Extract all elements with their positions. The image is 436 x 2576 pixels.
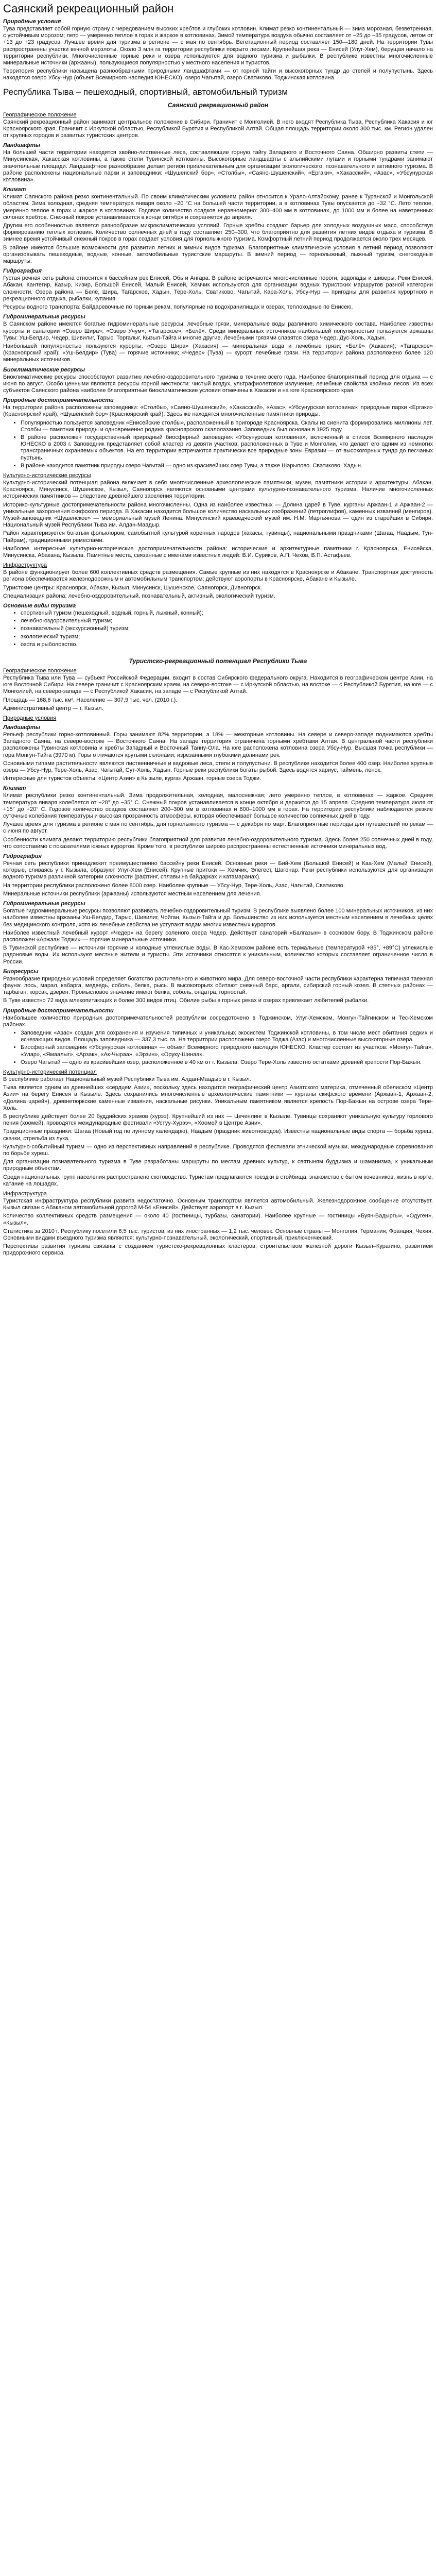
document: [3, 2, 433, 1257]
paragraph: Среди национальных групп населения распространено скотоводство. Туристам предлагаются поездки в стойбища, знакомство с бытом кочевников, жизнь в юрте, катание на лошадях.: [3, 1174, 433, 1187]
paragraph: Культурно-исторический потенциал района включает в себя многочисленные археологические памятники, музеи, памятники истории и архитектуры. Абакан, Красноярск, Минусинск, Шушенское, Кызыл, Саяногорск являются основными центрами культурно-познавательного туризма. Наличие многочисленных исторических памятников — следствие древнейшего заселения территории.: [3, 479, 433, 500]
heading-hydrography: Гидрография: [3, 268, 42, 275]
heading-geographic-position: Географическое положение: [3, 111, 77, 118]
heading-hydromineral-2: Гидроминеральные ресурсы: [3, 901, 85, 907]
paragraph: В республике действует более 20 буддийских храмов (хурээ). Крупнейший из них — Цеченлинг в Кызыле. Тувинцы сохраняют уникальную культуру горлового пения (хоомей), проводятся международные фестивали «Устуу-Хурээ», «Хоомей в Центре Азии».: [3, 1113, 433, 1127]
paragraph: Наиболее интересные культурно-исторические достопримечательности района: исторические и архитектурные памятники г. Красноярска, Енисейска, Минусинска, Абакана, Кызыла. Памятные места, связанные с именами известных людей: В.И. Суриков, А.П. Чехов, В.П. Астафьев.: [3, 545, 433, 558]
paragraph: Площадь — 168,6 тыс. км². Население — 307,9 тыс. чел. (2010 г.).: [3, 697, 178, 703]
paragraph: Перспективы развития туризма связаны с созданием туристско-рекреационных кластеров, строительством железной дороги Кызыл–Курагино, развитием придорожного сервиса.: [3, 1243, 433, 1257]
heading-natural-attractions-2: Природные достопримечательности: [3, 1007, 114, 1014]
paragraph: Район характеризуется богатым фольклором, самобытной культурой коренных народов (хакасы, тувинцы), национальными праздниками (Шагаа, Наадым, Тун-Пайрам), традиционными ремеслами.: [3, 530, 433, 544]
paragraph: Тува представляет собой горную страну с чередованием высоких хребтов и глубоких котловин. Климат резко континентальный — зима морозная, безветренная, с устойчивым морозом; лето — умеренно теплое в горах и жаркое в котловинах. Зимой температура воздуха обычно составляет от −25 до −35 градусов, летом от +13 до +23 градусов. Лучшее время для туризма в регионе — с мая по сентябрь. Вегетационный период составляет 150—180 дней. На территории Тувы распространены участки вечной мерзлоты. Около 3 млн га территории республики покрыто лесами. Крупнейшая река — Енисей (Улуг-Хем), берущая начало на территории республики. Многочисленные горные реки и озера используются для водного туризма и рыбалки. В республике известны многочисленные минеральные источники (аржааны), пользующиеся популярностью у местного населения и туристов.: [3, 26, 433, 66]
heading-hydrography-2: Гидрография: [3, 853, 42, 860]
bullet-list: [3, 1030, 433, 1066]
paragraph: Лучшее время для туризма в регионе с мая по сентябрь, для горнолыжного туризма — с декабря по март. Благоприятные периоды для путешествий по рекам — с июня по август.: [3, 821, 433, 835]
paragraph: Территория республики насыщена разнообразными природными ландшафтами — от горной тайги и высокогорных тундр до степей и полупустынь. Здесь находятся озеро Убсу-Нур (объект Всемирного наследия ЮНЕСКО), озеро Чагытай, озеро Сватиково, Тоджинская котловина.: [3, 68, 433, 81]
paragraph: Традиционные праздники: Шагаа (Новый год по лунному календарю), Наадым (праздник животноводов). Известны национальные виды спорта — борьба хуреш, скачки, стрельба из лука.: [3, 1128, 433, 1142]
document-title: Саянский рекреационный район: [3, 2, 174, 15]
list-item: • познавательный (экскурсионный) туризм;: [21, 625, 433, 632]
paragraph: Саянский рекреационный район занимает центральное положение в Сибири. Граничит с Монголией. В него входят Республика Тыва, Республика Хакасия и юг Красноярского края. Граничит с Иркутской областью, Республикой Бурятия и Республикой Алтай. Общая площадь территории около 300 тыс. км. Регион удален от крупных городов и развитых туристских центров.: [3, 118, 433, 139]
paragraph: В Тувинской республике — источники горячие и холодные углекислые воды. В Кас-Хемском районе есть термальные (температурой +85°, +89°С) углекислые радоновые воды. Их используют местные жители и туристы. Эти источники относятся к уникальным, количество которых составляет ограниченное число в России.: [3, 945, 433, 965]
paragraph: Богатые гидроминеральные ресурсы позволяют развивать лечебно-оздоровительный туризм. В республике выявлено более 100 минеральных источников, из них наиболее известны аржааны Уш-Белдир, Тарыс, Шивилиг, Чойган, Кызыл-Тайга и др. Большинство из них используется местным населением в лечебных целях без медицинского контроля, хотя их лечебные свойства не уступают водам многих известных курортов.: [3, 908, 433, 928]
heading-landscapes: Ландшафты: [3, 142, 41, 149]
heading-geographic-position-2: Географическое положение: [3, 668, 77, 674]
paragraph: Ресурсы водного транспорта: Байдаревочные по горным рекам, популярные на водохранилищах и озерах, теплоходные по Енисею.: [3, 304, 353, 311]
paragraph: В Саянском районе имеются богатые гидроминеральные ресурсы: лечебные грязи, минеральные воды различного химического состава. Наиболее известны курорты и санатории «Озеро Шира», «Озеро Учум», «Тагарское», «Белё». Среди минеральных источников наибольшей популярностью пользуются аржааны Тувы: Уш-Белдир, Чедер, Шивилиг, Тарыс, Торгалыг, Кызыл-Тайга и многие другие. Лечебными грязями славятся озера Чедер, Дус-Холь, Хадын.: [3, 321, 433, 341]
paragraph: Наиболее известный лечебный курорт «Чедер» на берегу соленого озера Чедер. Действует санаторий «Балгазын» в сосновом бору. В Тоджинском районе расположен «Аржаан Тоджи» — горячие минеральные источники.: [3, 929, 433, 943]
list-item: • В районе расположен государственный природный биосферный заповедник «Убсунурская котловина», включенный в список Всемирного наследия ЮНЕСКО в 2003 г. Заповедник представляет собой кластер из девяти участков, расположенных в Туве и Монголии, что делает его одним из немногих трансграничных охраняемых объектов. На его территории встречаются практически все природные зоны Евразии — от высокогорных тундр до песчаных пустынь.: [21, 434, 433, 462]
paragraph: Основными типами растительности являются лиственничные и кедровые леса, степи и полупустыни. В республике находится более 400 озер. Наиболее крупные озера — Убсу-Нур, Тере-Холь, Азас, Чагытай, Сут-Холь, Хадын. Горные реки республики богаты рыбой. Здесь водятся хариус, таймень, ленок.: [3, 760, 433, 774]
list-item: • В районе находится памятник природы озеро Чагытай — одно из красивейших озер Тувы, а также Шарыпово. Сватиково. Хадын.: [21, 463, 433, 469]
paragraph: Статистика за 2010 г. Республику посетили 6,5 тыс. туристов, из них иностранных — 1,2 тыс. человек. Основные страны — Монголия, Германия, Франция, Чехия. Основными видами въездного туризма являются: культурно-познавательный, экологический, спортивный, приключенческий.: [3, 1228, 433, 1242]
paragraph: Речная сеть республики принадлежит преимущественно бассейну реки Енисей. Основные реки — Бий-Хем (Большой Енисей) и Каа-Хем (Малый Енисей), которые, сливаясь у г. Кызыла, образуют Улуг-Хем (Енисей). Крупные притоки — Хемчик, Элегест, Шагонар. Реки республики используются для организации водного туризма различной категории сложности (рафтинг, сплавы на байдарках и катамаранах).: [3, 860, 433, 880]
heading-bioclimatic: Биоклиматические ресурсы: [3, 366, 85, 373]
heading-landscapes-2: Ландшафты: [3, 724, 41, 731]
heading-cultural-resources: Культурно-исторические ресурсы: [3, 472, 91, 479]
paragraph: Рельеф республики горно-котловинный. Горы занимают 82% территории, а 18% — межгорные котловины. На севере и северо-западе поднимаются хребты Западного Саяна, на северо-востоке — Восточного Саяна. На западе территория ограничена горными хребтами Алтая. В центральной части республики расположены Тувинская котловина и хребты Западный и Восточный Танну-Ола. На юге расположена котловина озера Убсу-Нур. Высшая точка республики — гора Монгун-Тайга (3970 м). Горы отличаются крутыми склонами, изрезанными глубокими долинами рек.: [3, 732, 433, 758]
heading-climate-2: Климат: [3, 785, 26, 792]
centered-title-tuva-potential: Туристско-рекреационный потенциал Республики Тыва: [129, 657, 307, 665]
list-item: • Популярностью пользуется заповедник «Енисейские столбы», расположенный в пригороде Красноярска. Скалы из сиенита формировались миллионы лет. Столбы — памятник природы и одновременно родина красноярского скалолазания. Заповедник был основан в 1925 году.: [21, 420, 433, 433]
heading-climate: Климат: [3, 187, 26, 193]
paragraph: Другим его особенностью является разнообразие микроклиматических условий. Горные хребты создают барьер для холодных воздушных масс, способствуя формированию теплых котловин. Количество солнечных дней в году составляет 250–300, что благоприятно для развития летних видов отдыха и туризма. В зимнее время устойчивый снежный покров в горах создает условия для горнолыжного туризма. Комфортный летний период продолжается около трех месяцев.: [3, 223, 433, 243]
paragraph: Туристские центры: Красноярск, Абакан, Кызыл, Минусинск, Шушенское, Саяногорск, Дивногорск.: [3, 584, 262, 591]
list-item: • лечебно-оздоровительный туризм;: [21, 618, 433, 624]
list-item: • Озеро Чагытай — одно из красивейших озер, расположенное в 40 км от г. Кызыла. Озеро Тере-Холь известно остатками древней крепости Пор-Бажын.: [21, 1059, 433, 1066]
paragraph: Для организации познавательного туризма в Туве разработаны маршруты по местам древних культур, к святыням буддизма и шаманизма, к уникальным природным объектам.: [3, 1159, 433, 1172]
paragraph: В районе функционирует более 600 коллективных средств размещения. Самые крупные из них находятся в Красноярске и Абакане. Транспортная доступность региона обеспечивается железнодорожным и автомобильным транспортом; действуют аэропорты в Красноярске, Абакане и Кызыле.: [3, 569, 433, 583]
paragraph: Количество коллективных средств размещения — около 40 (гостиницы, турбазы, санатории). Наиболее крупные — гостиницы «Буян-Бадыргы», «Одуген», «Кызыл».: [3, 1213, 433, 1226]
centered-title-sayan-region: Саянский рекреационный район: [167, 101, 269, 109]
paragraph: Разнообразие природных условий определяет богатство растительного и животного мира. Для северо-восточной части республики характерна типичная таежная фауна: лось, марал, кабарга, медведь, соболь, белка, рысь. В высокогорьях обитают снежный барс, аргали, сибирский горный козел. В степных районах — тарбаган, корсак, дзерен. Промысловое значение имеют белка, соболь, ондатра, горностай.: [3, 975, 433, 996]
paragraph: Интересные для туристов объекты: «Центр Азии» в Кызыле, курган Аржаан, горные озера Тоджи.: [3, 775, 261, 782]
heading-hydromineral: Гидроминеральные ресурсы: [3, 314, 85, 320]
paragraph: На большей части территории находятся хвойно-лиственные леса, составляющие горную тайгу Западного и Восточного Саяна. Обширно развиты степи — Минусинская, Хакасская котловины, а также степи Тувинской котловины. Высокогорные ландшафты с альпийскими лугами и горными тундрами занимают значительные площади. Ландшафтное разнообразие делает регион привлекательным для организации экологического, познавательного и активного туризма. В районе расположены национальные парки и заповедники: «Шушенский бор», «Столбы», «Саяно-Шушенский», «Ергаки», «Хакасский», «Азас», «Убсунурская котловина».: [3, 149, 433, 183]
paragraph: Биоклиматические ресурсы способствуют развитию лечебно-оздоровительного туризма в течение всего года. Наиболее благоприятный период для отдыха — с июня по август. Особо ценными являются ресурсы горной местности: чистый воздух, ультрафиолетовое излучение, лечебные свойства хвойных лесов. Из всех субъектов Саянского района наиболее благоприятные биоклиматические условия отмечены в Хакасии и на юге Красноярского края.: [3, 374, 433, 394]
paragraph: В Туве известно 72 вида млекопитающих и более 300 видов птиц. Обилие рыбы в горных реках и озерах привлекает любителей рыбалки.: [3, 997, 369, 1004]
list-item: • охота и рыболовство.: [21, 641, 433, 648]
paragraph: Административный центр — г. Кызыл.: [3, 705, 103, 711]
paragraph: Историко-культурные достопримечательности района многочисленны. Одна из наиболее известных — Долина царей в Туве, курганы Аржаан-1 и Аржаан-2 — уникальные захоронения скифского периода. В Хакасии находится большое количество наскальных изображений (петроглифов), каменных изваяний (менгиров). Музей-заповедник «Шушенское» — мемориальный музей Ленина. Минусинский краеведческий музей им. Н.М. Мартьянова — один из старейших в Сибири. Национальный музей Республики Тыва им. Алдан-Маадыр.: [3, 501, 433, 529]
paragraph: Республика Тыва или Тува — субъект Российской Федерации, входит в состав Сибирского федерального округа. Находится в географическом центре Азии, на юге Восточной Сибири. На севере граничит с Красноярским краем, на северо-востоке — с Иркутской областью, на востоке — с Республикой Бурятия, на юге — с Монголией, на северо-западе — с Республикой Хакасия, на западе — с Республикой Алтай.: [3, 675, 433, 695]
list-item: • Заповедник «Азас» создан для сохранения и изучения типичных и уникальных экосистем Тоджинской котловины, в том числе мест обитания редких и исчезающих видов. Площадь заповедника — 337,3 тыс. га. На территории расположено озеро Тоджа (Азас) и многочисленные высокогорные озера.: [21, 1030, 433, 1043]
list-item: • Биосферный заповедник «Убсунурская котловина» — объект Всемирного природного наследия ЮНЕСКО. Кластер состоит из участков: «Монгун-Тайга», «Улар», «Ямаалыг», «Арзак», «Ак-Чыраа», «Эрзин», «Оруку-Шинаа».: [21, 1044, 433, 1058]
paragraph: На территории района расположены заповедники: «Столбы», «Саяно-Шушенский», «Хакасский», «Азас», «Убсунурская котловина»; природные парки «Ергаки» (Красноярский край), «Шушенский бор» (Красноярский край). Здесь же находятся многочисленные памятники природы.: [3, 404, 433, 418]
heading-natural-conditions-2: Природные условия: [3, 715, 57, 722]
heading-cultural-potential: Культурно-исторический потенциал: [3, 1069, 97, 1075]
paragraph: В районе имеются большие возможности для развития летних и зимних видов туризма. Благоприятные климатические условия в летний период позволяют организовывать пешеходные, водные, конные, автомобильные туристские маршруты. В зимний период — горнолыжный, лыжный туризм, снегоходные маршруты.: [3, 244, 433, 265]
paragraph: Специализация района: лечебно-оздоровительный, познавательный, активный, экологический туризм.: [3, 592, 275, 599]
bullet-list: [3, 610, 433, 648]
paragraph: Климат Саянского района резко континентальный. По своим климатическим условиям район относится к Урало-Алтайскому, ранее к Туранской и Монгольской областям. Зима холодная, средняя температура января около −20 °С на большей части территории, а в котловинах Тувы опускается до −32 °С. Лето теплое, умеренно теплое в горах и жаркое в котловинах. Годовое количество осадков неравномерно: 300–400 мм в котловинах, до 1000 мм и более на наветренных склонах хребтов. Снежный покров устанавливается в конце октября и сохраняется до апреля.: [3, 194, 433, 221]
heading-bioresources: Биоресурсы: [3, 968, 39, 975]
paragraph: На территории республики расположено более 8000 озер. Наиболее крупные — Убсу-Нур, Тере-Холь, Азас, Чагытай, Сватиково.: [3, 882, 345, 889]
list-item: • экологический туризм;: [21, 634, 433, 640]
list-item: • спортивный туризм (пешеходный, водный, горный, лыжный, конный);: [21, 610, 433, 617]
paragraph: Наибольшей популярностью пользуются курорты: «Озеро Шира» (Хакасия) — минеральная вода и лечебные грязи; «Белё» (Хакасия); «Тагарское» (Красноярский край); «Уш-Белдир» (Тува) — горячие источники; «Чедер» (Тува) — курорт, лечебные грязи. На территории района расположено более 120 минеральных источников.: [3, 343, 433, 363]
heading-natural-attractions: Природные достопримечательности: [3, 397, 114, 404]
paragraph: Минеральные источники республики (аржааны) используются местным населением для лечения.: [3, 890, 261, 897]
paragraph: Тыва является одним из древнейших «сердцем Азии», поскольку здесь находится географический центр Азиатского материка, отмеченный обелиском «Центр Азии» на берегу Енисея в Кызыле. Здесь сохранились многочисленные археологические памятники — курганы скифского времени (Аржаан-1, Аржаан-2, «Долина царей»), древнетюркские каменные изваяния, наскальные рисунки. Уникальным памятником является крепость Пор-Бажын на острове озера Тере-Холь.: [3, 1084, 433, 1111]
heading-natural-conditions: Природные условия: [3, 19, 61, 25]
paragraph: В республике работает Национальный музей Республики Тыва им. Алдан-Маадыр в г. Кызыл.: [3, 1076, 251, 1082]
section-title-tuva-tourism: Республика Тыва – пешеходный, спортивный, автомобильный туризм: [3, 87, 288, 97]
paragraph: Климат республики резко континентальный. Зима продолжительная, холодная, малоснежная; лето умеренно теплое, в котловинах — жаркое. Средняя температура января колеблется от −28° до −35° С. Снежный покров устанавливается в конце октября и держится до 15 апреля. Средняя температура июля от +15° до +20° С. Годовое количество осадков составляет 200–300 мм в котловинах и 600–1000 мм в горах. На территории республики наблюдаются резкие суточные колебания температуры и высокая прозрачность атмосферы, которая обеспечивает большое количество солнечных дней в году.: [3, 792, 433, 820]
paragraph: Наибольшее количество природных достопримечательностей республики сосредоточено в Тоджинском, Улуг-Хемском, Монгун-Тайгинском и Тес-Хемском районах.: [3, 1014, 433, 1028]
paragraph: Особенности климата делают территорию республики благоприятной для развития лечебно-оздоровительного туризма. Здесь более 250 солнечных дней в году, что сопоставимо с показателями южных курортов. Кроме того, в республике широко распространены естественные источники минеральных вод.: [3, 836, 433, 850]
bullet-list: [3, 420, 433, 469]
heading-infrastructure: Инфраструктура: [3, 562, 47, 569]
heading-infrastructure-2: Инфраструктура: [3, 1191, 47, 1197]
heading-tourism-types: Основные виды туризма: [3, 603, 76, 609]
paragraph: Культурно-событийный туризм — одно из перспективных направлений в республике. Проводятся фестивали этнической музыки, международные соревнования по борьбе хуреш.: [3, 1143, 433, 1157]
paragraph: Густая речная сеть района относится к бассейнам рек Енисей, Обь и Ангара. В районе встречаются многочисленные пороги, водопады и шиверы. Реки Енисей, Абакан, Кантегир, Казыр, Кизир, Большой Енисей, Малый Енисей, Хемчик используются для организации водных туристских маршрутов разной категории сложности. Озера района — Белё, Шира, Тагарское, Хадын, Тере-Холь, Сватиково, Чагытай, Кара-Холь, Убсу-Нур — пригодны для развития курортного и рекреационного отдыха, рыбалки, купания.: [3, 275, 433, 302]
paragraph: Туристская инфраструктура республики развита недостаточно. Основным транспортом является автомобильный. Железнодорожное сообщение отсутствует. Кызыл связан с Абаканом автомобильной дорогой М-54 «Енисей». Действует аэропорт в г. Кызыл.: [3, 1198, 433, 1211]
